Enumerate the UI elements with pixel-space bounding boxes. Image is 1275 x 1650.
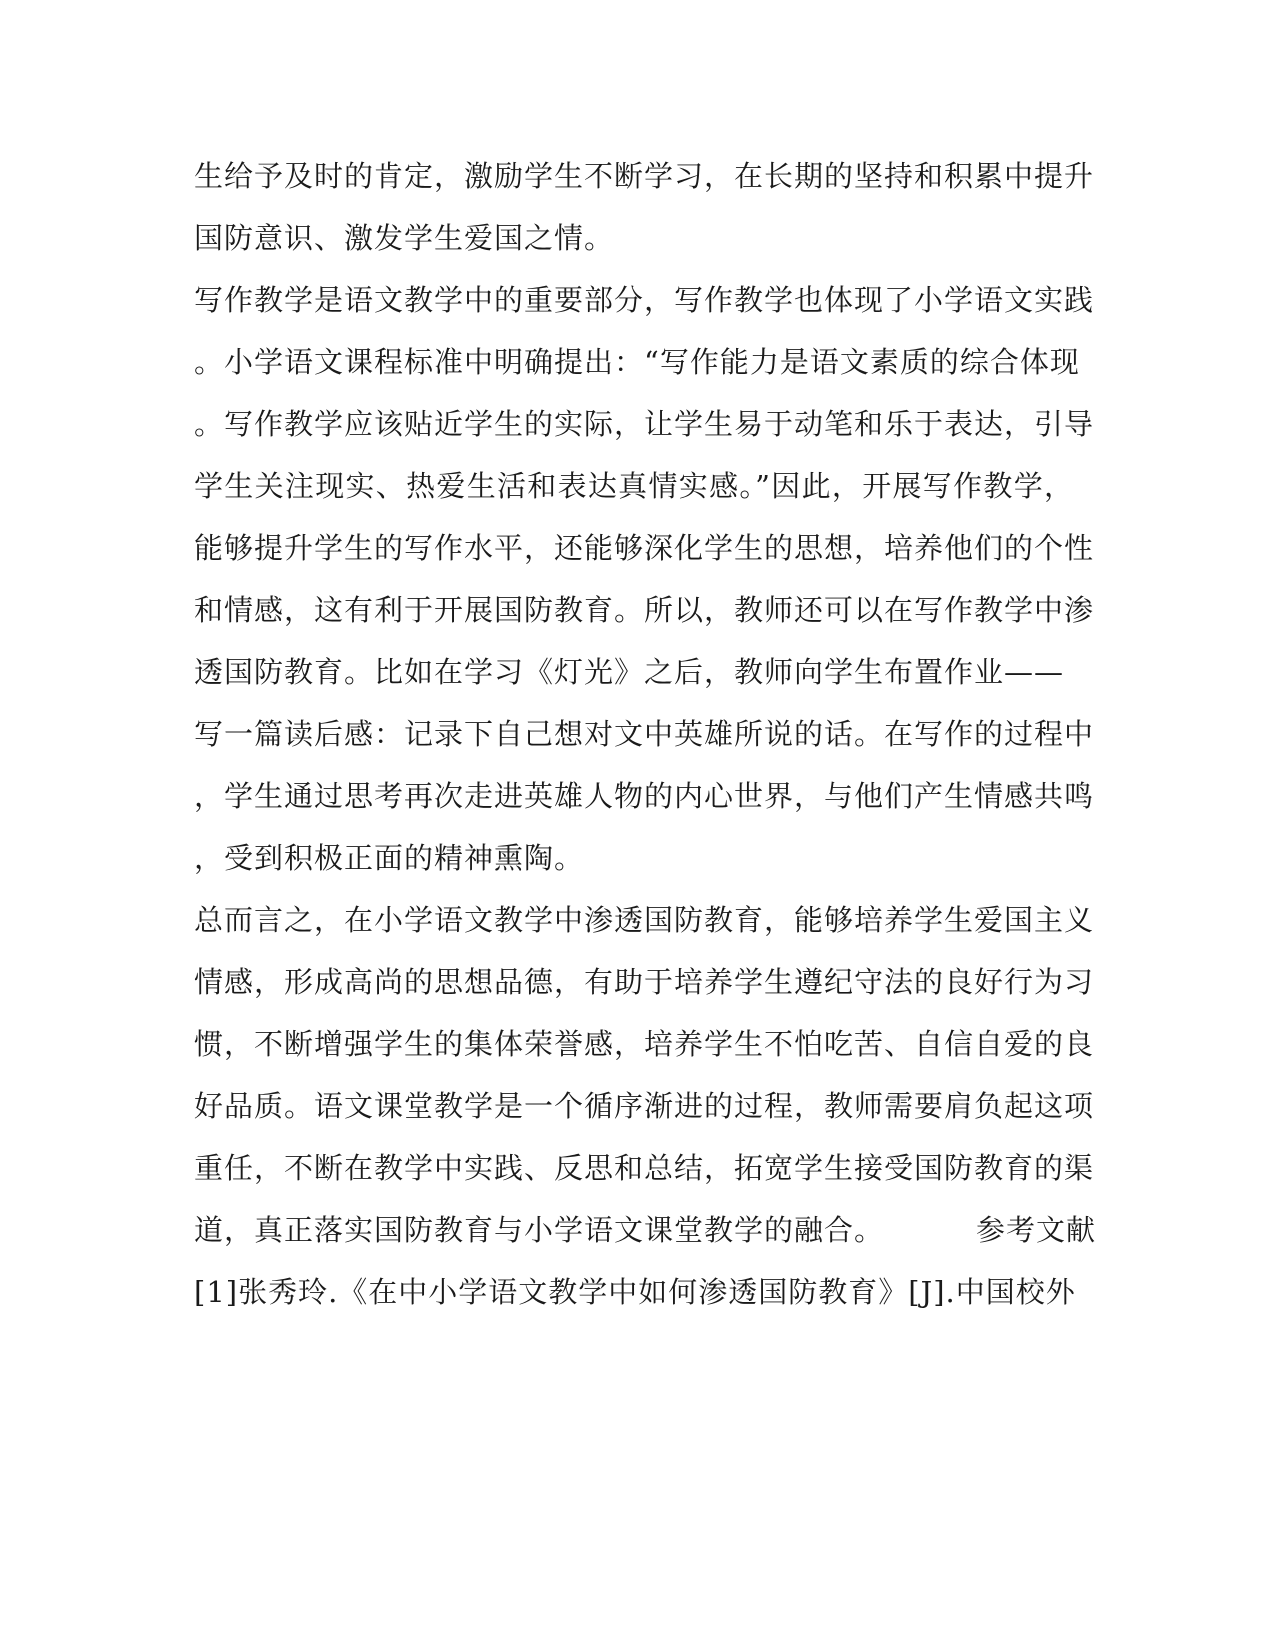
text-line: 好品质。语文课堂教学是一个循序渐进的过程，教师需要肩负起这项 bbox=[194, 1089, 1095, 1123]
text-line: 总而言之，在小学语文教学中渗透国防教育，能够培养学生爱国主义 bbox=[194, 903, 1095, 937]
text-line: 生给予及时的肯定，激励学生不断学习，在长期的坚持和积累中提升 bbox=[194, 159, 1095, 193]
text-line: ，学生通过思考再次走进英雄人物的内心世界，与他们产生情感共鸣 bbox=[194, 779, 1095, 813]
text-line: ，受到积极正面的精神熏陶。 bbox=[194, 841, 585, 875]
text-line: 能够提升学生的写作水平，还能够深化学生的思想，培养他们的个性 bbox=[194, 531, 1095, 565]
text-line: 写作教学是语文教学中的重要部分，写作教学也体现了小学语文实践 bbox=[194, 283, 1095, 317]
text-line: 重任，不断在教学中实践、反思和总结，拓宽学生接受国防教育的渠 bbox=[194, 1151, 1095, 1185]
text-line: 写一篇读后感：记录下自己想对文中英雄所说的话。在写作的过程中 bbox=[194, 717, 1095, 751]
text-line-with-references-heading bbox=[194, 1198, 1097, 1262]
reference-item: [1]张秀玲.《在中小学语文教学中如何渗透国防教育》[J].中国校外 bbox=[194, 1275, 1076, 1309]
text-line: 和情感，这有利于开展国防教育。所以，教师还可以在写作教学中渗 bbox=[194, 593, 1095, 627]
text-line: 透国防教育。比如在学习《灯光》之后，教师向学生布置作业—— bbox=[194, 655, 1065, 689]
closing-sentence: 道，真正落实国防教育与小学语文课堂教学的融合。 bbox=[194, 1213, 885, 1247]
text-line: 。写作教学应该贴近学生的实际，让学生易于动笔和乐于表达，引导 bbox=[194, 407, 1095, 441]
text-line: 惯，不断增强学生的集体荣誉感，培养学生不怕吃苦、自信自爱的良 bbox=[194, 1027, 1095, 1061]
text-line: 。小学语文课程标准中明确提出：“写作能力是语文素质的综合体现 bbox=[194, 345, 1080, 379]
text-line: 情感，形成高尚的思想品德，有助于培养学生遵纪守法的良好行为习 bbox=[194, 965, 1095, 999]
references-heading: 参考文献 bbox=[976, 1213, 1097, 1247]
text-line: 学生关注现实、热爱生活和表达真情实感。”因此，开展写作教学， bbox=[194, 469, 1074, 503]
text-line: 国防意识、激发学生爱国之情。 bbox=[194, 221, 615, 255]
